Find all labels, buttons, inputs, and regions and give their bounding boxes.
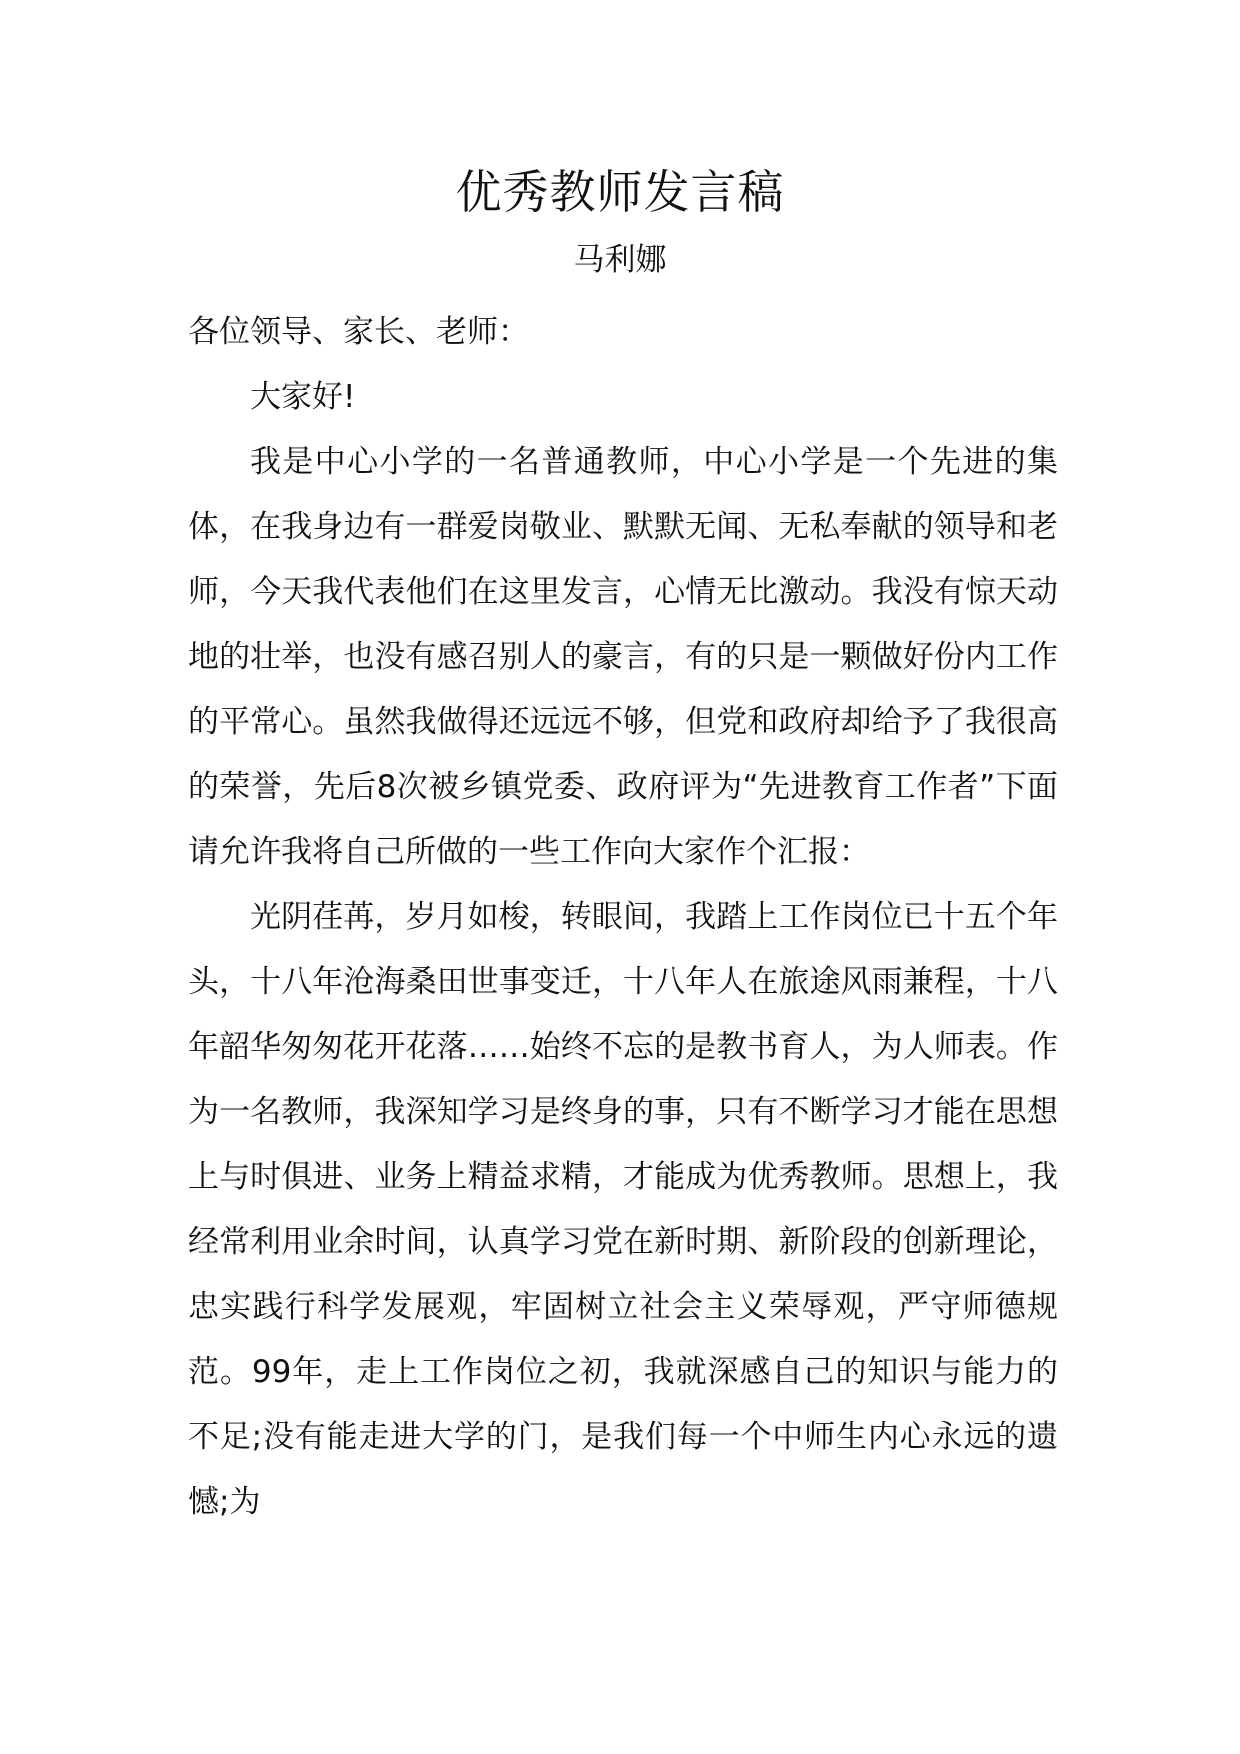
greeting: 大家好!: [250, 379, 356, 415]
document-title: 优秀教师发言稿: [455, 165, 785, 219]
paragraph: 我是中心小学的一名普通教师，中心小学是一个先进的集体，在我身边有一群爱岗敬业、默默无闻、无私奉献的领导和老师，今天我代表他们在这里发言，心情无比激动。我没有惊天动地的壮举，也没有感召别人的豪言，有的只是一颗做好份内工作的平常心。虽然我做得还远远不够，但党和政府却给予了我很高的荣誉，先后8次被乡镇党委、政府评为“先进教育工作者”下面请允许我将自己所做的一些工作向大家作个汇报：: [188, 444, 1058, 870]
document-body: [188, 300, 1058, 1535]
document-author: 马利娜: [573, 242, 667, 278]
salutation: 各位领导、家长、老师：: [188, 314, 529, 350]
paragraph: 光阴荏苒，岁月如梭，转眼间，我踏上工作岗位已十五个年头，十八年沧海桑田世事变迁，十八年人在旅途风雨兼程，十八年韶华匆匆花开花落……始终不忘的是教书育人，为人师表。作为一名教师，我深知学习是终身的事，只有不断学习才能在思想上与时俱进、业务上精益求精，才能成为优秀教师。思想上，我经常利用业余时间，认真学习党在新时期、新阶段的创新理论，忠实践行科学发展观，牢固树立社会主义荣辱观，严守师德规范。99年，走上工作岗位之初，我就深感自己的知识与能力的不足;没有能走进大学的门，是我们每一个中师生内心永远的遗憾;为: [188, 899, 1058, 1520]
